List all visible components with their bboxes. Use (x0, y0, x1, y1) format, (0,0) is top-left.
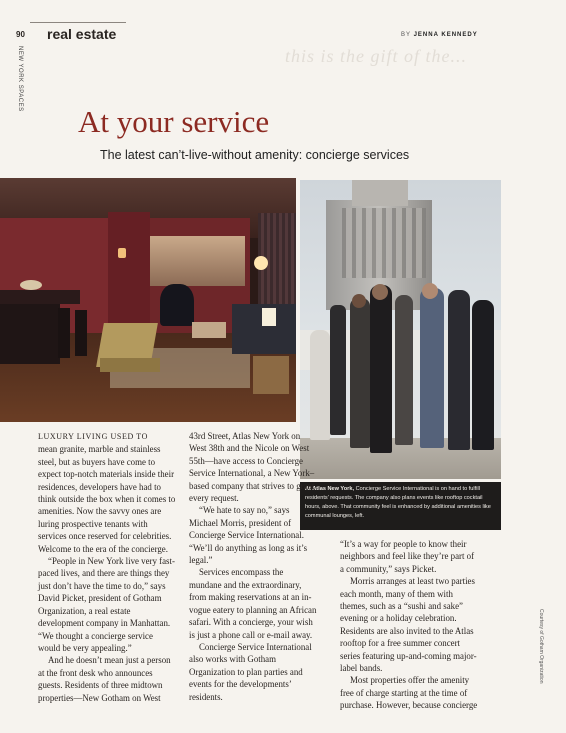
photo-caption (300, 482, 501, 530)
header-rule (30, 22, 126, 23)
article-column-2 (189, 430, 317, 703)
caption-text: Concierge Service International is on hand to fulfill residents’ requests. The company also plans events like rooftop cocktail hours, above. That community feel is enhanced by additional amenities like communal lounges, left. (305, 486, 491, 519)
byline-prefix: BY (401, 32, 411, 38)
page-title: At your service (78, 104, 270, 139)
page-number: 90 (16, 30, 25, 39)
show-through-text: this is the gift of the... (285, 46, 467, 66)
rooftop-photo (300, 180, 501, 479)
article-column-1 (38, 430, 176, 704)
section-label: real estate (47, 26, 117, 42)
paragraph: Concierge Service International also works with Gotham Organization to plan parties and events for the developments’ residents. (189, 641, 312, 702)
paragraph: 43rd Street, Atlas New York on West 38th and the Nicole on West 55th—have access to Concierge Service International, a New York–based company that strives to grant every request. (189, 431, 315, 504)
paragraph: “We hate to say no,” says Michael Morris, president of Concierge Service International. “We’ll do anything as long as it’s legal.” (189, 505, 308, 566)
article-column-3 (340, 538, 480, 712)
paragraph: “It’s a way for people to know their neighbors and feel like they’re part of a community,” says Picket. (340, 539, 475, 574)
byline (401, 32, 478, 38)
paragraph: Most properties offer the amenity free of charge starting at the time of purchase. However, because concierge (340, 675, 478, 711)
paragraph: And he doesn’t mean just a person at the front desk who announces guests. Residents of three midtown properties—New Gotham on West (38, 655, 171, 703)
author-name: JENNA KENNEDY (413, 32, 478, 38)
caption-place: At Atlas New York, (305, 486, 355, 492)
paragraph: “People in New York live very fast-paced lives, and there are things they just don’t have the time to do,” says David Picket, president of Gotham Organization, a real estate development company in Manhattan. “We thought a concierge service would be very appealing.” (38, 556, 175, 653)
lead-in: LUXURY LIVING USED TO (38, 432, 149, 441)
lounge-photo (0, 178, 296, 422)
magazine-name: NEW YORK SPACES (17, 46, 23, 112)
subtitle: The latest can’t-live-without amenity: concierge services (100, 148, 410, 162)
paragraph: Morris arranges at least two parties each month, many of them with themes, such as a “sushi and sake” evening or a holiday celebration. Residents are also invited to the Atlas rooftop for a free summer concert series featuring up-and-coming major-label bands. (340, 576, 477, 674)
photo-credit: Courtesy of Gotham Organization (538, 609, 544, 684)
paragraph: mean granite, marble and stainless steel, but as buyers have come to expect top-notch materials inside their residences, developers have had to think outside the box when it comes to amenities. Now the savvy ones are luring prospective tenants with services once reserved for celebrities. Welcome to the era of the concierge. (38, 444, 176, 554)
paragraph: Services encompass the mundane and the extraordinary, from making reservations at an in-vogue eatery to planning an African safari. With a concierge, your wish is just a phone call or e-mail away. (189, 567, 317, 640)
